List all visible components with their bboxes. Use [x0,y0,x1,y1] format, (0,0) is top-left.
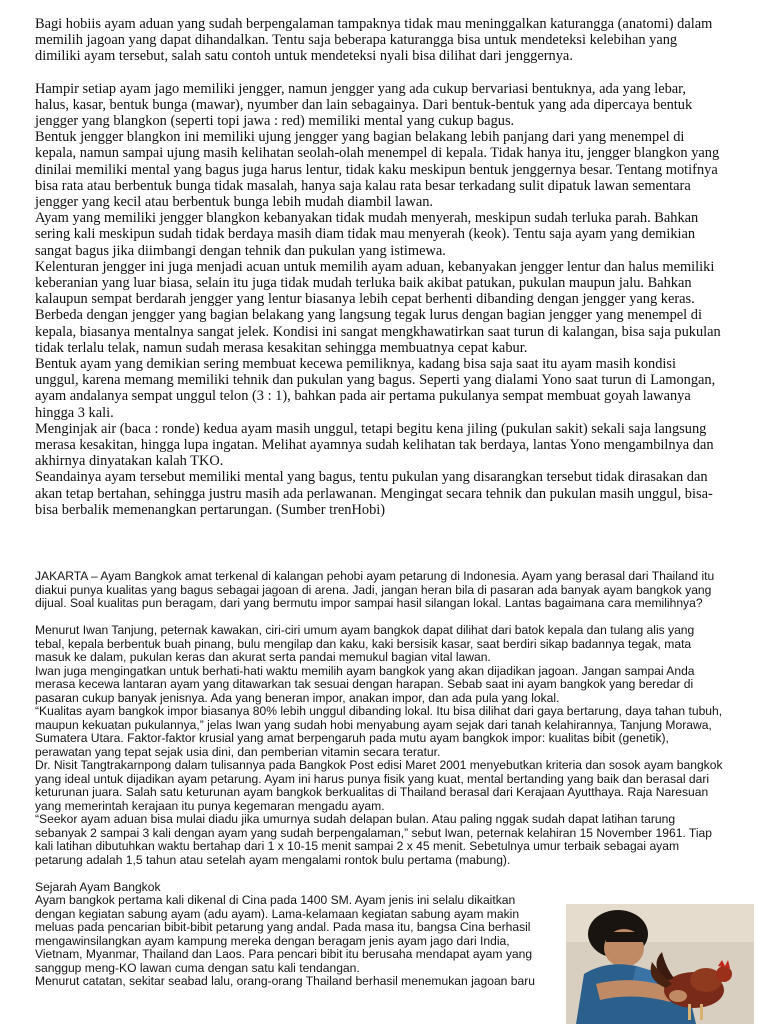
text-line: Seandainya ayam tersebut memiliki mental yang bagus, tentu pukulan yang disarangkan tersebut tidak dirasakan dan [35,469,708,486]
text-line: Menginjak air (baca : ronde) kedua ayam masih unggul, tetapi begitu kena jiling (pukulan sakit) sekali saja langsung [35,420,707,437]
text-line: kepala, namun sampai ujung masih kelihatan seolah-olah menempel di kepala. Tidak hanya itu, jengger blangkon yang [35,145,720,162]
text-line: merasa kecewa lantaran ayam yang ditawarkan tak sesuai dengan harapan. Sebab saat ini ayam bangkok yang beredar di [35,677,694,691]
text-line: unggul, karena memang memiliki tehnik dan pukulan yang bagus. Seperti yang dialami Yono saat turun di Lamongan, [35,372,716,389]
text-line: Bagi hobiis ayam aduan yang sudah berpengalaman tampaknya tidak mau meninggalkan katurangga (anatomi) dalam [35,16,713,32]
text-line: masuk ke dalam, pukulan keras dan akurat serta pandai memukul bagian vital lawan. [35,650,491,664]
text-line: dengan kegiatan sabung ayam (adu ayam). Lama-kelamaan kegiatan sabung ayam makin [35,906,520,921]
article2-paragraph-2 [35,624,753,867]
text-line: kepala, biasanya mentalnya sangat jelek. Kondisi ini sangat mengkhawatirkan saat turun di kalangan, bisa saja pukulan [35,323,721,340]
text-line: Menurut Iwan Tanjung, peternak kawakan, ciri-ciri umum ayam bangkok dapat dilihat dari batok kepala dan tulang alis yang [35,623,695,637]
article1-paragraph-2 [35,81,753,518]
man-holding-rooster-photo [566,904,754,1024]
text-line: yang ideal untuk dijadikan ayam petarung. Ayam ini harus punya fisik yang kuat, mental bertanding yang baik dan berasal dari [35,771,710,786]
text-line: Kelenturan jengger ini juga menjadi acuan untuk memilih ayam aduan, kebanyakan jengger lentur dan halus memiliki [35,258,715,275]
text-line: jengger yang blangkon (seperti topi jawa : red) memiliki mental yang cukup bagus. [35,113,515,130]
photo-illustration [566,904,754,1024]
text-line: meluas pada pencarian bibit-bibit petarung yang andal. Pada masa itu, bangsa Cina berhasil [35,920,531,934]
text-line: maupun kekuatan pukulannya,” jelas Iwan yang sudah hobi menyabung ayam sejak dari tanah kelahirannya, Tanjung Morawa, [35,717,712,732]
text-line: memilih jagoan yang dapat dihandalkan. Tentu saja beberapa katurangga bisa untuk mendeteksi kelebihan yang [35,32,678,49]
text-line: kali latihan dibutuhkan waktu bertahap dari 1 x 10-15 menit sampai 2 x 45 menit. Sebetulnya umur terbaik sebagai ayam [35,839,680,853]
text-line: mengawinsilangkan ayam kampung mereka dengan beragam jenis ayam jago dari India, [35,933,510,948]
text-line: Iwan juga mengingatkan untuk berhati-hati waktu memilih ayam bangkok yang akan dijadikan jagoan. Jangan sampai Anda [35,663,695,678]
text-line: akhirnya dinyatakan kalah TKO. [35,453,224,470]
text-line: “Seekor ayam aduan bisa mulai diadu jika umurnya sudah delapan bulan. Atau paling nggak sudah dapat latihan tarung [35,812,676,826]
text-line: jengger yang kecil atau berbentuk bunga lebih mudah diambil lawan. [35,194,434,211]
text-line: Menurut catatan, sekitar seabad lalu, orang-orang Thailand berhasil menemukan jagoan baru [35,974,535,988]
text-line: Bentuk ayam yang demikian sering membuat kecewa pemiliknya, kadang bisa saja saat itu ayam masih kondisi [35,356,677,373]
text-line: Ayam bangkok pertama kali dikenal di Cina pada 1400 SM. Ayam jenis ini selalu dikaitkan [35,893,516,907]
text-line: “Kualitas ayam bangkok impor biasanya 80% lebih unggul dibanding lokal. Itu bisa dilihat dari gaya bertarung, daya tahan tubuh, [35,704,723,718]
text-line: keberanian yang luar biasa, selain itu juga tidak mudah terluka baik akibat patukan, pukulan maupun jalu. Bahkan [35,275,692,292]
text-line: Sumatera Utara. Faktor-faktor krusial yang amat berpengaruh pada mutu ayam bangkok impor: kualitas bibit (genetik), [35,731,669,745]
text-line: Dr. Nisit Tangtrakarnpong dalam tulisannya pada Bangkok Post edisi Maret 2001 menyebutkan kriteria dan sosok ayam bangkok [35,758,723,772]
text-line: ayam andalanya sempat unggul telon (3 : 1), bahkan pada air pertama pukulanya sempat membuat goyah lawanya [35,388,691,405]
text-line: Hampir setiap ayam jago memiliki jengger, namun jengger yang ada cukup bervariasi bentuknya, ada yang lebar, [35,80,686,97]
text-line: akan tetap bertahan, sehingga justru masih ada perlawanan. Mengingat secara tehnik dan pukulan masih unggul, bisa- [35,485,713,502]
text-line: halus, kasar, bentuk bunga (mawar), nyumber dan lain sebagainya. Dari bentuk-bentuk yang ada dipercaya bentuk [35,96,693,113]
text-line: diakui punya kualitas yang bagus sebagai jagoan di arena. Jadi, jangan heran bila di pasaran ada banyak ayam bangkok yang [35,582,712,597]
text-line: hingga 3 kali. [35,404,114,421]
text-line: sanggup meng-KO lawan cuma dengan satu kali tendangan. [35,960,360,975]
text-line: bisa rata atau berbentuk bunga tidak masalah, hanya saja kalau rata besar terkadang sulit dipatuk lawan sementara [35,177,691,194]
text-line: sering kali meskipun sudah tidak berdaya masih diam tidak mau menyerah (keok). Tentu saja ayam yang demikian [35,226,696,243]
text-line: bisa berbalik memenangkan pertarungan. (Sumber trenHobi) [35,501,386,518]
text-line: merasa kesakitan, hingga lupa ingatan. Melihat ayamnya sudah kelihatan tak berdaya, lantas Yono mengambilnya dan [35,437,714,454]
text-line: tidak terlalu telak, namun sudah merasa kesakitan sehingga membuatnya cepat kabur. [35,339,528,356]
article2-paragraph-1 [35,570,753,611]
text-line: dinilai memiliki mental yang bagus juga harus lentur, tidak kaku meskipun bentuk jenggernya besar. Tentang motifnya [35,161,718,178]
section-heading: Sejarah Ayam Bangkok [35,879,161,894]
text-line: Berbeda dengan jengger yang bagian belakang yang langsung tegak lurus dengan bagian jengger yang menempel di [35,307,702,324]
text-line: petarung adalah 1,5 tahun atau setelah ayam mengalami rontok bulu pertama (mabung). [35,852,511,867]
text-line: Vietnam, Myanmar, Thailand dan Laos. Para pencari bibit itu berusaha mendapat ayam yang [35,947,533,961]
text-line: tebal, kepala berbentuk buah pinang, bulu mengilap dan kaku, kaki bersisik kasar, saat berdiri sikap badannya tegak, mata [35,636,692,651]
text-line: sebanyak 2 sampai 3 kali dengan ayam yang sudah berpengalaman,” sebut Iwan, peternak kelahiran 15 November 1961. Tiap [35,825,713,840]
text-line: sangat bagus jika diimbangi dengan tehnik dan pukulan yang istimewa. [35,242,446,259]
article-katurangga [35,16,753,518]
text-line: Bentuk jengger blangkon ini memiliki ujung jengger yang bagian belakang lebih panjang dari yang menempel di [35,129,685,146]
article1-paragraph-1 [35,16,753,65]
text-line: yang memerintah kerajaan itu punya kegemaran mengadu ayam. [35,798,385,813]
text-line: dimiliki ayam tersebut, salah satu contoh untuk mendeteksi nyali bisa dilihat dari jenggernya. [35,48,573,65]
text-line: keturunan juara. Salah satu keturunan ayam bangkok berkualitas di Thailand berasal dari Kerajaan Ayutthaya. Raja Naresuan [35,785,709,799]
text-line: JAKARTA – Ayam Bangkok amat terkenal di kalangan pehobi ayam petarung di Indonesia. Ayam yang berasal dari Thailand itu [35,569,715,583]
text-line: dijual. Soal kualitas pun beragam, dari yang bermutu impor sampai hasil silangan lokal. Lantas bagaimana cara memilihnya? [35,596,703,610]
text-line: Ayam yang memiliki jengger blangkon kebanyakan tidak mudah menyerah, meskipun sudah terluka parah. Bahkan [35,210,699,227]
text-line: pasaran cukup banyak jenisnya. Ada yang beneran impor, anakan impor, dan ada pula yang lokal. [35,690,560,705]
text-line: perawatan yang tepat sejak usia dini, dan pemberian vitamin secara teratur. [35,744,441,759]
text-line: kalaupun sempat berdarah jengger yang lentur biasanya lebih cepat berhenti dibanding dengan jengger yang keras. [35,291,695,308]
